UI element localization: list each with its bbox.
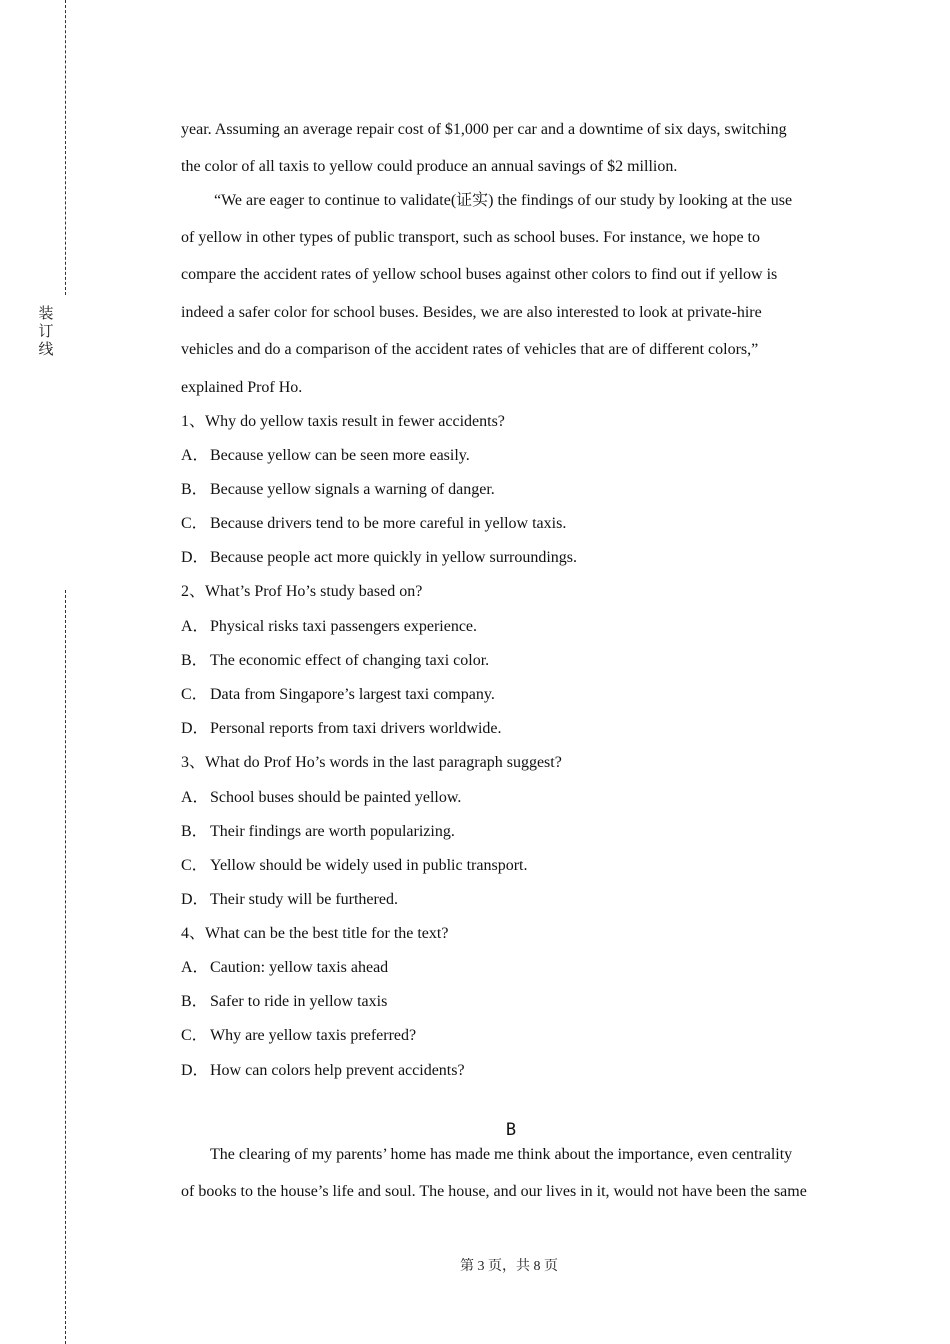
answer-option[interactable] xyxy=(181,1061,465,1081)
option-text: School buses should be painted yellow. xyxy=(210,789,462,806)
answer-option[interactable] xyxy=(181,992,387,1012)
answer-option[interactable] xyxy=(181,514,566,534)
option-letter: B． xyxy=(181,993,208,1010)
answer-option[interactable] xyxy=(181,685,495,705)
option-letter: A． xyxy=(181,447,209,464)
option-text: Data from Singapore’s largest taxi company. xyxy=(210,686,495,703)
option-letter: B． xyxy=(181,652,208,669)
option-text: Because yellow signals a warning of danger. xyxy=(210,481,495,498)
passage-line: “We are eager to continue to validate(证实) the findings of our study by looking at the use xyxy=(214,192,793,209)
option-letter: D． xyxy=(181,891,209,908)
page-number-footer: 第 3 页，共 8 页 xyxy=(460,1259,558,1274)
answer-option[interactable] xyxy=(181,890,398,910)
answer-option[interactable] xyxy=(181,1026,416,1046)
passage-line: The clearing of my parents’ home has made me think about the importance, even centrality xyxy=(210,1146,793,1163)
answer-option[interactable] xyxy=(181,719,501,739)
question-stem: 2、What’s Prof Ho’s study based on? xyxy=(181,583,423,600)
question-stem: 4、What can be the best title for the text? xyxy=(181,925,449,942)
passage-line: the color of all taxis to yellow could produce an annual savings of $2 million. xyxy=(181,158,678,175)
answer-option[interactable] xyxy=(181,480,495,500)
option-text: Their findings are worth popularizing. xyxy=(210,823,455,840)
binding-label xyxy=(37,304,55,358)
option-letter: A． xyxy=(181,959,209,976)
question-stem: 3、What do Prof Ho’s words in the last paragraph suggest? xyxy=(181,754,562,771)
option-text: How can colors help prevent accidents? xyxy=(210,1062,465,1079)
passage-line: year. Assuming an average repair cost of $1,000 per car and a downtime of six days, switching xyxy=(181,121,787,138)
option-letter: C． xyxy=(181,857,208,874)
answer-option[interactable] xyxy=(181,958,388,978)
answer-option[interactable] xyxy=(181,788,461,808)
binding-label-char: 装 xyxy=(38,304,54,322)
option-text: Their study will be furthered. xyxy=(210,891,398,908)
answer-option[interactable] xyxy=(181,617,477,637)
option-text: Physical risks taxi passengers experience. xyxy=(210,618,478,635)
passage-line: explained Prof Ho. xyxy=(181,379,303,396)
question-stem: 1、Why do yellow taxis result in fewer accidents? xyxy=(181,413,505,430)
option-letter: B． xyxy=(181,823,208,840)
answer-option[interactable] xyxy=(181,548,577,568)
answer-option[interactable] xyxy=(181,856,527,876)
answer-option[interactable] xyxy=(181,651,489,671)
answer-option[interactable] xyxy=(181,822,455,842)
passage-line: of books to the house’s life and soul. The house, and our lives in it, would not have been the same xyxy=(181,1183,807,1200)
passage-line: of yellow in other types of public transport, such as school buses. For instance, we hope to xyxy=(181,229,760,246)
binding-label-char: 订 xyxy=(38,322,54,340)
option-letter: C． xyxy=(181,686,208,703)
option-text: Because drivers tend to be more careful in yellow taxis. xyxy=(210,515,567,532)
option-text: Yellow should be widely used in public transport. xyxy=(210,857,528,874)
option-text: Caution: yellow taxis ahead xyxy=(210,959,389,976)
option-letter: C． xyxy=(181,515,208,532)
option-text: Because people act more quickly in yellow surroundings. xyxy=(210,549,578,566)
option-letter: A． xyxy=(181,618,209,635)
binding-label-char: 线 xyxy=(38,340,54,358)
section-title: B xyxy=(505,1120,517,1140)
option-letter: D． xyxy=(181,720,209,737)
option-letter: A． xyxy=(181,789,209,806)
option-text: Because yellow can be seen more easily. xyxy=(210,447,470,464)
option-letter: C． xyxy=(181,1027,208,1044)
option-letter: D． xyxy=(181,549,209,566)
passage-line: vehicles and do a comparison of the accident rates of vehicles that are of different colors,” xyxy=(181,341,759,358)
answer-option[interactable] xyxy=(181,446,470,466)
binding-line-top xyxy=(65,0,66,295)
passage-line: indeed a safer color for school buses. Besides, we are also interested to look at private-hire xyxy=(181,304,762,321)
option-letter: B． xyxy=(181,481,208,498)
binding-line-bottom xyxy=(65,590,66,1344)
option-text: Safer to ride in yellow taxis xyxy=(210,993,388,1010)
option-letter: D． xyxy=(181,1062,209,1079)
option-text: Personal reports from taxi drivers worldwide. xyxy=(210,720,502,737)
passage-line: compare the accident rates of yellow school buses against other colors to find out if yellow is xyxy=(181,266,778,283)
option-text: The economic effect of changing taxi color. xyxy=(210,652,490,669)
option-text: Why are yellow taxis preferred? xyxy=(210,1027,417,1044)
